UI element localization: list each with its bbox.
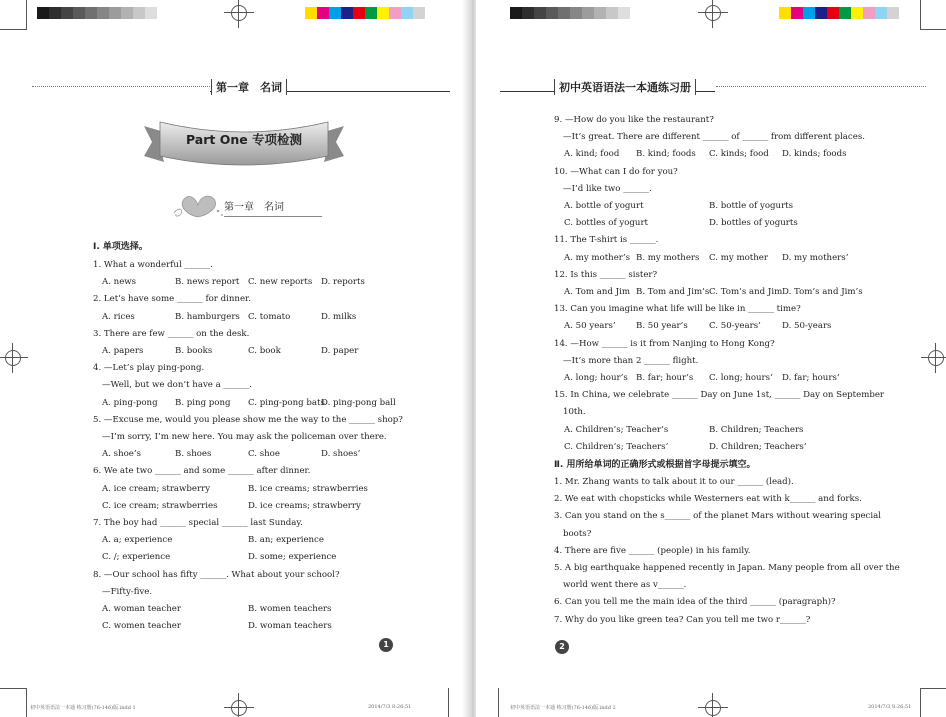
answer-option: C. ping-pong bats bbox=[248, 397, 325, 408]
gray-swatch-bar bbox=[37, 7, 157, 19]
answer-option: B. my mothers bbox=[636, 252, 700, 263]
color-swatch bbox=[401, 7, 413, 19]
fill-in-line: 1. Mr. Zhang wants to talk about it to our ______ (lead). bbox=[554, 477, 794, 487]
answer-option: B. Tom and Jim’s bbox=[636, 287, 710, 297]
answer-option: B. kind; foods bbox=[636, 149, 696, 160]
color-swatch bbox=[827, 7, 839, 19]
crop-mark bbox=[920, 29, 946, 30]
color-swatch bbox=[61, 7, 73, 19]
answer-option: D. Tom’s and Jim’s bbox=[782, 287, 863, 297]
right-page bbox=[476, 0, 946, 717]
dotted-rule bbox=[32, 86, 212, 87]
color-swatch bbox=[49, 7, 61, 19]
timestamp-footer: 2014/7/3 8:26:51 bbox=[368, 704, 412, 710]
crop-mark bbox=[26, 688, 27, 717]
answer-option: B. shoes bbox=[175, 449, 212, 460]
answer-option: D. ice creams; strawberry bbox=[248, 500, 361, 511]
answer-option: A. shoe’s bbox=[102, 449, 142, 460]
question-stem: 1. What a wonderful ______. bbox=[93, 260, 213, 270]
color-swatch bbox=[594, 7, 606, 19]
color-swatch bbox=[570, 7, 582, 19]
answer-option: C. ice cream; strawberries bbox=[102, 500, 218, 511]
question-stem: 9. —How do you like the restaurant? bbox=[554, 115, 714, 125]
color-swatch-bar bbox=[305, 7, 425, 19]
answer-option: C. kinds; food bbox=[709, 149, 769, 160]
color-swatch bbox=[851, 7, 863, 19]
answer-option: D. 50-years bbox=[782, 321, 832, 332]
chapter-title: 第一章 名词 bbox=[224, 202, 284, 213]
color-swatch bbox=[606, 7, 618, 19]
answer-option: C. 50-years’ bbox=[709, 321, 761, 332]
question-stem: —I’m sorry, I’m new here. You may ask the policeman over there. bbox=[102, 432, 387, 442]
crop-mark bbox=[0, 688, 26, 689]
answer-option: D. milks bbox=[321, 311, 357, 322]
color-swatch bbox=[875, 7, 887, 19]
color-swatch-bar bbox=[779, 7, 899, 19]
registration-mark-icon bbox=[705, 700, 721, 716]
question-stem: 13. Can you imagine what life will be like in ______ time? bbox=[554, 304, 801, 315]
color-swatch bbox=[329, 7, 341, 19]
color-swatch bbox=[510, 7, 522, 19]
question-stem: 12. Is this ______ sister? bbox=[554, 269, 658, 280]
color-swatch bbox=[305, 7, 317, 19]
answer-option: A. a; experience bbox=[102, 535, 173, 546]
color-swatch bbox=[791, 7, 803, 19]
question-stem: 5. —Excuse me, would you please show me the way to the ______ shop? bbox=[93, 414, 403, 425]
answer-option: C. shoe bbox=[248, 449, 280, 460]
crop-mark bbox=[920, 0, 921, 30]
answer-option: C. women teacher bbox=[102, 621, 181, 632]
color-swatch bbox=[389, 7, 401, 19]
answer-option: B. ice creams; strawberries bbox=[248, 483, 368, 494]
running-header: 第一章 名词 bbox=[211, 79, 287, 95]
answer-option: D. paper bbox=[321, 346, 359, 356]
registration-mark-icon bbox=[705, 5, 721, 21]
answer-option: D. shoes’ bbox=[321, 449, 361, 460]
answer-option: A. ping-pong bbox=[102, 397, 158, 408]
color-swatch bbox=[558, 7, 570, 19]
color-swatch bbox=[779, 7, 791, 19]
answer-option: D. my mothers’ bbox=[782, 252, 849, 263]
question-stem: 2. Let’s have some ______ for dinner. bbox=[93, 294, 251, 305]
answer-option: D. kinds; foods bbox=[782, 149, 847, 160]
fill-in-line: 3. Can you stand on the s______ of the planet Mars without wearing special bbox=[554, 511, 881, 522]
answer-option: D. ping-pong ball bbox=[321, 397, 396, 408]
crop-mark bbox=[920, 688, 921, 717]
question-stem: 6. We ate two ______ and some ______ after dinner. bbox=[93, 466, 311, 477]
color-swatch bbox=[73, 7, 85, 19]
question-stem: 14. —How ______ is it from Nanjing to Hong Kong? bbox=[554, 338, 775, 349]
answer-option: D. some; experience bbox=[248, 552, 337, 563]
color-swatch bbox=[317, 7, 329, 19]
answer-option: D. bottles of yogurts bbox=[709, 218, 798, 229]
color-swatch bbox=[37, 7, 49, 19]
color-swatch bbox=[534, 7, 546, 19]
answer-option: B. an; experience bbox=[248, 535, 324, 546]
color-swatch bbox=[365, 7, 377, 19]
question-stem: 11. The T-shirt is ______. bbox=[554, 235, 659, 246]
answer-option: C. tomato bbox=[248, 311, 291, 322]
page-number-badge: 2 bbox=[555, 640, 569, 654]
answer-option: C. book bbox=[248, 346, 281, 356]
question-stem: 4. —Let’s play ping-pong. bbox=[93, 363, 205, 374]
question-stem: —It’s great. There are different ______ of ______ from different places. bbox=[563, 132, 865, 143]
fill-in-line: boots? bbox=[563, 528, 592, 539]
registration-mark-icon bbox=[928, 350, 944, 366]
file-footer: 初中英语语法一本通 练习册(76-146)版.indd 1 bbox=[30, 705, 136, 711]
butterfly-icon bbox=[172, 191, 224, 221]
answer-option: A. news bbox=[102, 277, 137, 288]
page-number-badge: 1 bbox=[379, 638, 393, 652]
question-stem: 7. The boy had ______ special ______ last Sunday. bbox=[93, 518, 303, 528]
answer-option: C. long; hours’ bbox=[709, 373, 773, 383]
answer-option: B. bottle of yogurts bbox=[709, 201, 794, 211]
color-swatch bbox=[413, 7, 425, 19]
answer-option: A. bottle of yogurt bbox=[564, 201, 644, 211]
color-swatch bbox=[803, 7, 815, 19]
answer-option: D. far; hours’ bbox=[782, 373, 840, 383]
answer-option: D. Children; Teachers’ bbox=[709, 441, 807, 452]
fill-in-line: 5. A big earthquake happened recently in Japan. Many people from all over the bbox=[554, 563, 900, 573]
color-swatch bbox=[109, 7, 121, 19]
answer-option: D. woman teachers bbox=[248, 621, 332, 632]
question-stem: —Fifty-five. bbox=[102, 586, 153, 597]
answer-option: A. Children’s; Teacher’s bbox=[564, 424, 669, 435]
answer-option: B. far; hour’s bbox=[636, 373, 694, 383]
dotted-rule bbox=[716, 86, 926, 87]
color-swatch bbox=[618, 7, 630, 19]
answer-option: B. hamburgers bbox=[175, 311, 240, 322]
color-swatch bbox=[341, 7, 353, 19]
answer-option: A. Tom and Jim bbox=[564, 287, 631, 297]
crop-mark bbox=[0, 29, 26, 30]
timestamp-footer: 2014/7/3 8:26:51 bbox=[868, 704, 912, 710]
running-header: 初中英语语法一本通练习册 bbox=[554, 79, 696, 95]
color-swatch bbox=[582, 7, 594, 19]
color-swatch bbox=[863, 7, 875, 19]
answer-option: C. Children’s; Teachers’ bbox=[564, 441, 669, 452]
color-swatch bbox=[121, 7, 133, 19]
question-stem: —I’d like two ______. bbox=[563, 183, 652, 194]
registration-mark-icon bbox=[231, 700, 247, 716]
answer-option: B. Children; Teachers bbox=[709, 424, 804, 435]
crop-mark bbox=[920, 688, 946, 689]
crop-mark bbox=[448, 688, 449, 717]
question-stem: 10. —What can I do for you? bbox=[554, 166, 678, 177]
question-stem: 8. —Our school has fifty ______. What about your school? bbox=[93, 569, 340, 580]
answer-option: C. my mother bbox=[709, 252, 768, 263]
color-swatch bbox=[133, 7, 145, 19]
color-swatch bbox=[377, 7, 389, 19]
answer-option: A. papers bbox=[102, 346, 144, 356]
fill-in-line: 2. We eat with chopsticks while Westerners eat with k______ and forks. bbox=[554, 494, 862, 505]
banner-title: Part One 专项检测 bbox=[185, 132, 303, 147]
color-swatch bbox=[546, 7, 558, 19]
color-swatch bbox=[887, 7, 899, 19]
part-one-banner bbox=[142, 116, 346, 176]
answer-option: B. women teachers bbox=[248, 604, 332, 614]
answer-option: A. my mother’s bbox=[564, 252, 631, 263]
question-stem: 15. In China, we celebrate ______ Day on June 1st, ______ Day on September bbox=[554, 390, 885, 401]
answer-option: A. ice cream; strawberry bbox=[102, 483, 211, 494]
question-stem: —Well, but we don’t have a ______. bbox=[102, 380, 252, 391]
color-swatch bbox=[97, 7, 109, 19]
answer-option: C. /; experience bbox=[102, 552, 171, 563]
answer-option: A. kind; food bbox=[564, 149, 620, 160]
color-swatch bbox=[815, 7, 827, 19]
crop-mark bbox=[26, 0, 27, 30]
color-swatch bbox=[85, 7, 97, 19]
fill-in-line: world went there as v______. bbox=[563, 580, 687, 591]
registration-mark-icon bbox=[5, 350, 21, 366]
fill-in-line: 6. Can you tell me the main idea of the third ______ (paragraph)? bbox=[554, 597, 836, 608]
color-swatch bbox=[353, 7, 365, 19]
section-heading: Ⅱ. 用所给单词的正确形式或根据首字母提示填空。 bbox=[554, 460, 756, 470]
color-swatch bbox=[839, 7, 851, 19]
question-stem: —It’s more than 2 ______ flight. bbox=[563, 355, 699, 366]
answer-option: C. Tom’s and Jim bbox=[709, 287, 783, 297]
question-stem: 10th. bbox=[563, 407, 586, 418]
answer-option: C. bottles of yogurt bbox=[564, 218, 649, 229]
answer-option: A. woman teacher bbox=[102, 604, 181, 614]
color-swatch bbox=[145, 7, 157, 19]
crop-mark bbox=[498, 688, 499, 717]
answer-option: A. 50 years’ bbox=[564, 321, 616, 332]
answer-option: C. new reports bbox=[248, 277, 313, 288]
color-swatch bbox=[522, 7, 534, 19]
answer-option: B. news report bbox=[175, 277, 240, 288]
chapter-underline bbox=[224, 216, 322, 217]
answer-option: B. books bbox=[175, 346, 213, 356]
answer-option: A. long; hour’s bbox=[564, 373, 628, 383]
answer-option: B. 50 year’s bbox=[636, 321, 688, 332]
registration-mark-icon bbox=[231, 5, 247, 21]
answer-option: D. reports bbox=[321, 277, 365, 288]
file-footer: 初中英语语法一本通 练习册(76-146)版.indd 2 bbox=[510, 705, 616, 711]
left-page bbox=[0, 0, 470, 717]
fill-in-line: 4. There are five ______ (people) in his family. bbox=[554, 545, 751, 556]
answer-option: B. ping pong bbox=[175, 397, 231, 408]
section-heading: Ⅰ. 单项选择。 bbox=[93, 242, 148, 252]
answer-option: A. rices bbox=[102, 311, 135, 322]
fill-in-line: 7. Why do you like green tea? Can you tell me two r______? bbox=[554, 614, 811, 625]
question-stem: 3. There are few ______ on the desk. bbox=[93, 328, 250, 339]
gray-swatch-bar bbox=[510, 7, 630, 19]
